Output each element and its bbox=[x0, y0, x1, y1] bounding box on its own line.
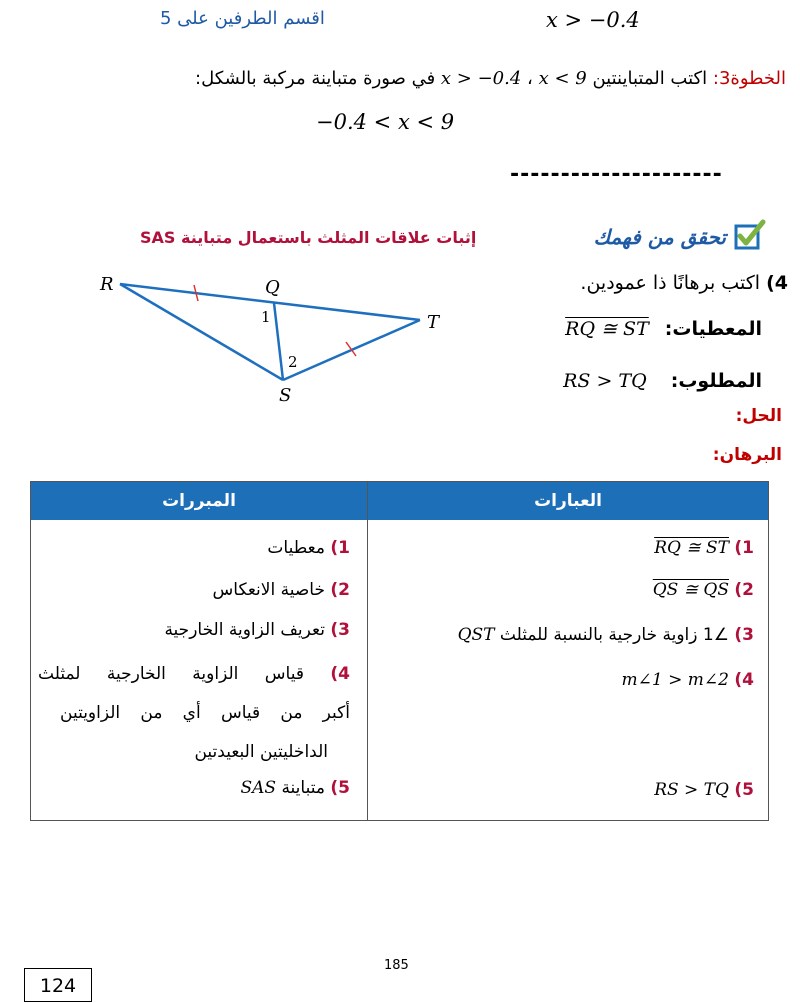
question-text: اكتب برهانًا ذا عمودين. bbox=[580, 272, 761, 294]
label-angle-2: 2 bbox=[288, 353, 298, 371]
triangle-lines bbox=[120, 284, 420, 380]
solution-label: الحل: bbox=[735, 406, 782, 426]
reason-5-text: متباينة bbox=[281, 778, 325, 798]
required-label: المطلوب: bbox=[670, 370, 762, 392]
step3-label: الخطوة3: bbox=[712, 68, 786, 89]
divide-step-text: اقسم الطرفين على 5 bbox=[160, 8, 325, 29]
label-R: R bbox=[100, 274, 114, 295]
reason-5-math: SAS bbox=[240, 778, 277, 798]
step3-ineq-1: x < 9 bbox=[538, 68, 587, 89]
reason-row-5: 5) متباينة SAS bbox=[240, 778, 350, 798]
question-line bbox=[580, 272, 788, 294]
inequality-result: x > −0.4 bbox=[546, 8, 640, 32]
statement-row-5: 5) RS > TQ bbox=[654, 780, 754, 800]
page-number-box: 124 bbox=[24, 968, 92, 1002]
statement-row-3: 3) ∠1 زاوية خارجية بالنسبة للمثلث QST bbox=[457, 625, 754, 645]
reason-row-4: 4) قياس الزاوية الخارجية لمثلث bbox=[38, 664, 351, 684]
statement-row-4: 4) m∠1 > m∠2 bbox=[621, 670, 754, 690]
page-number-center: 185 bbox=[384, 958, 409, 973]
given-line bbox=[565, 318, 762, 340]
reason-row-3: 3) تعريف الزاوية الخارجية bbox=[164, 620, 350, 640]
statement-1: RQ ≅ ST bbox=[654, 538, 729, 558]
question-number: 4) bbox=[766, 272, 788, 294]
step3-ineq-2: x > −0.4 bbox=[440, 68, 522, 89]
step3-sep: ، bbox=[527, 68, 533, 89]
proof-table bbox=[30, 481, 769, 821]
required-value: RS > TQ bbox=[563, 370, 647, 392]
statement-2: QS ≅ QS bbox=[652, 580, 729, 600]
given-value: RQ ≅ ST bbox=[565, 318, 649, 340]
column-divider bbox=[367, 482, 368, 820]
step3-text-2: في صورة متباينة مركبة بالشكل: bbox=[195, 68, 436, 89]
statement-4: m∠1 > m∠2 bbox=[621, 670, 729, 690]
reason-row-4-line3: الداخليتين البعيدتين bbox=[194, 742, 328, 762]
reason-2: خاصية الانعكاس bbox=[212, 580, 325, 600]
statement-3-math: QST bbox=[457, 625, 495, 645]
reason-4-line1: قياس الزاوية الخارجية لمثلث bbox=[38, 664, 304, 684]
required-line bbox=[563, 370, 762, 392]
proof-label: البرهان: bbox=[712, 445, 782, 465]
compound-inequality: −0.4 < x < 9 bbox=[316, 110, 455, 134]
given-label: المعطيات: bbox=[664, 318, 762, 340]
label-T: T bbox=[427, 312, 440, 333]
header-statements: العبارات bbox=[368, 482, 768, 520]
reason-row-2: 2) خاصية الانعكاس bbox=[212, 580, 350, 600]
label-Q: Q bbox=[265, 277, 280, 298]
statement-row-2: 2) QS ≅ QS bbox=[652, 580, 754, 600]
label-S: S bbox=[279, 385, 292, 406]
check-title: تحقق من فهمك bbox=[593, 225, 726, 249]
header-reasons: المبررات bbox=[31, 482, 367, 520]
statement-5: RS > TQ bbox=[654, 780, 729, 800]
reason-row-1: 1) معطيات bbox=[267, 538, 350, 558]
statement-3-text: ∠1 زاوية خارجية بالنسبة للمثلث bbox=[499, 625, 729, 645]
reason-1: معطيات bbox=[267, 538, 325, 558]
reason-3: تعريف الزاوية الخارجية bbox=[164, 620, 325, 640]
lesson-title: إثبات علاقات المثلث باستعمال متباينة SAS bbox=[140, 228, 477, 247]
step3-line bbox=[195, 68, 786, 89]
statement-row-1: 1) RQ ≅ ST bbox=[654, 538, 754, 558]
step3-text-1: اكتب المتباينتين bbox=[592, 68, 708, 89]
separator-dashes: --------------------- bbox=[510, 162, 723, 187]
label-angle-1: 1 bbox=[261, 308, 271, 326]
check-icon bbox=[733, 219, 767, 251]
reason-row-4-line2: أكبر من قياس أي من الزاويتين bbox=[60, 703, 350, 723]
